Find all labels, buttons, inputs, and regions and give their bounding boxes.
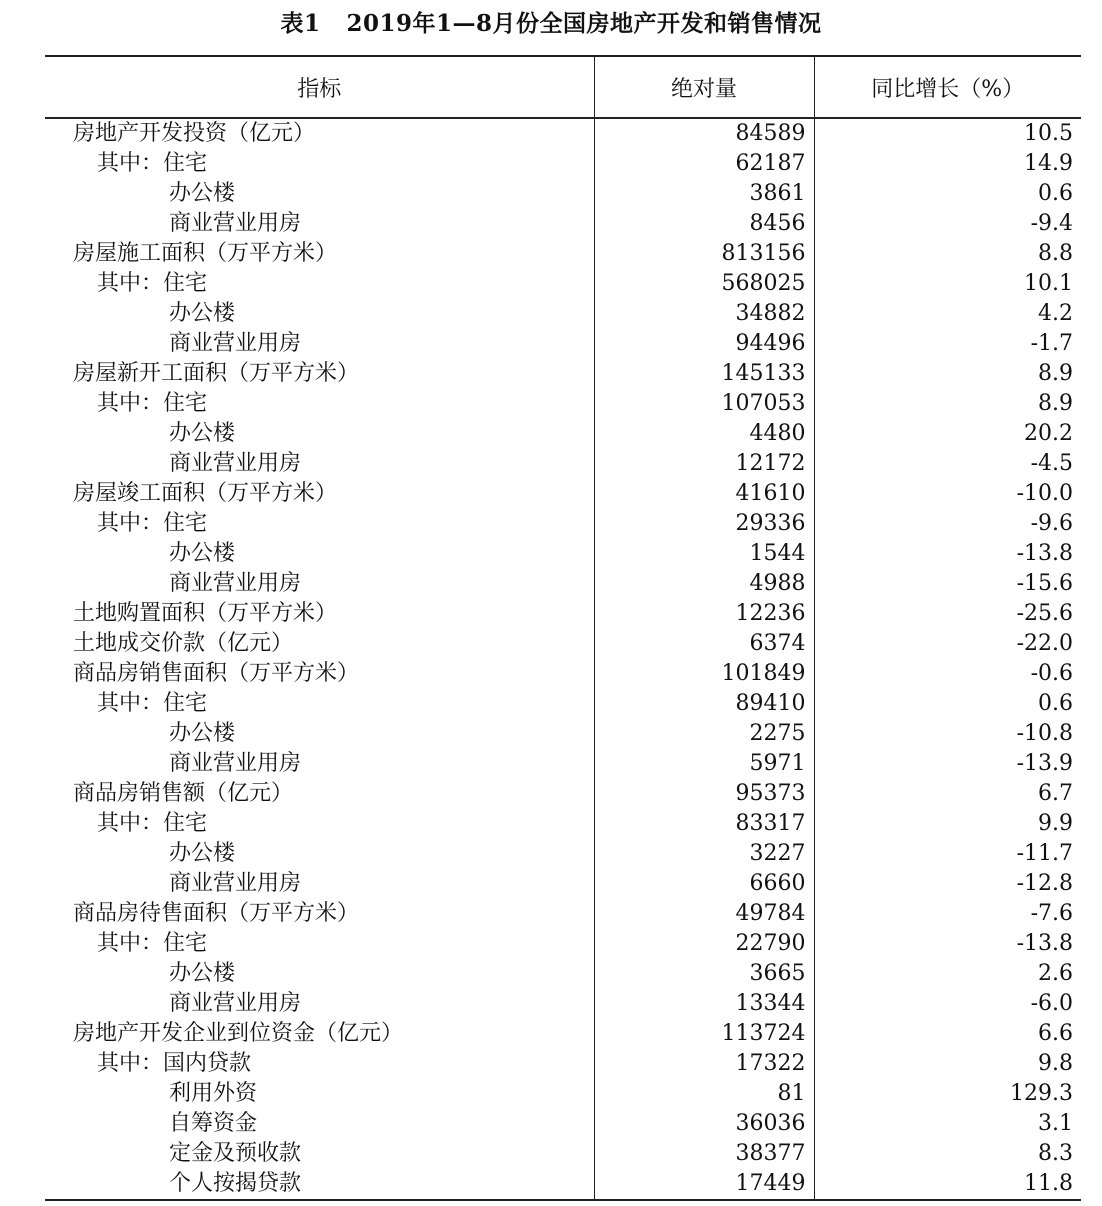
table-row	[45, 539, 1081, 569]
table-row	[45, 779, 1081, 809]
row-growth: -25.6	[814, 599, 1081, 629]
table-row	[45, 989, 1081, 1019]
row-label: 办公楼	[169, 721, 236, 746]
data-table	[45, 55, 1081, 1201]
row-value: 17449	[594, 1169, 814, 1200]
row-growth: -7.6	[814, 899, 1081, 929]
row-value: 1544	[594, 539, 814, 569]
row-label: 办公楼	[169, 541, 236, 566]
row-value: 2275	[594, 719, 814, 749]
row-label: 房地产开发企业到位资金（亿元）	[73, 1021, 404, 1046]
row-growth: -6.0	[814, 989, 1081, 1019]
row-label: 商业营业用房	[169, 751, 302, 776]
table-row	[45, 929, 1081, 959]
row-growth: 3.1	[814, 1109, 1081, 1139]
row-growth: 0.6	[814, 689, 1081, 719]
row-growth: 8.9	[814, 389, 1081, 419]
row-growth: -9.4	[814, 209, 1081, 239]
row-label: 个人按揭贷款	[45, 1169, 594, 1200]
row-growth: -1.7	[814, 329, 1081, 359]
row-growth: -0.6	[814, 659, 1081, 689]
row-growth: -15.6	[814, 569, 1081, 599]
table-row	[45, 479, 1081, 509]
row-growth: -10.0	[814, 479, 1081, 509]
table-row	[45, 509, 1081, 539]
row-growth: -11.7	[814, 839, 1081, 869]
row-label: 其中：住宅	[97, 151, 208, 176]
table-row	[45, 1109, 1081, 1139]
row-value: 813156	[594, 239, 814, 269]
row-value: 101849	[594, 659, 814, 689]
table-row	[45, 239, 1081, 269]
row-value: 4480	[594, 419, 814, 449]
row-value: 95373	[594, 779, 814, 809]
row-growth: -13.8	[814, 929, 1081, 959]
row-value: 83317	[594, 809, 814, 839]
row-value: 38377	[594, 1139, 814, 1169]
row-label: 土地成交价款（亿元）	[73, 631, 294, 656]
row-value: 568025	[594, 269, 814, 299]
row-label: 其中：住宅	[97, 691, 208, 716]
table-row	[45, 599, 1081, 629]
row-value: 89410	[594, 689, 814, 719]
row-growth: 6.6	[814, 1019, 1081, 1049]
row-value: 4988	[594, 569, 814, 599]
row-label: 商业营业用房	[169, 331, 302, 356]
table-caption: 2019年1—8月份全国房地产开发和销售情况	[346, 10, 822, 37]
table-title	[0, 6, 1102, 42]
row-value: 3665	[594, 959, 814, 989]
table-row	[45, 209, 1081, 239]
row-value: 6374	[594, 629, 814, 659]
table-row	[45, 1139, 1081, 1169]
table-row	[45, 1049, 1081, 1079]
row-value: 17322	[594, 1049, 814, 1079]
header-indicator: 指标	[45, 56, 594, 118]
row-label: 利用外资	[169, 1081, 258, 1106]
row-value: 107053	[594, 389, 814, 419]
table-row	[45, 1169, 1081, 1200]
table-row	[45, 118, 1081, 149]
row-value: 5971	[594, 749, 814, 779]
row-growth: -13.9	[814, 749, 1081, 779]
row-value: 145133	[594, 359, 814, 389]
row-value: 41610	[594, 479, 814, 509]
row-label: 土地购置面积（万平方米）	[73, 601, 338, 626]
row-value: 62187	[594, 149, 814, 179]
header-row	[45, 56, 1081, 118]
table-row	[45, 719, 1081, 749]
row-label: 其中：住宅	[97, 391, 208, 416]
row-label: 其中：住宅	[97, 931, 208, 956]
table-row	[45, 269, 1081, 299]
row-label: 商业营业用房	[169, 211, 302, 236]
row-label: 自筹资金	[169, 1111, 258, 1136]
row-label: 其中：住宅	[97, 271, 208, 296]
row-value: 94496	[594, 329, 814, 359]
table-row	[45, 389, 1081, 419]
table-row	[45, 299, 1081, 329]
row-growth: 2.6	[814, 959, 1081, 989]
row-label: 其中：住宅	[97, 511, 208, 536]
row-label: 房屋新开工面积（万平方米）	[73, 361, 360, 386]
row-label: 商业营业用房	[169, 571, 302, 596]
row-label: 商品房待售面积（万平方米）	[73, 901, 360, 926]
row-label: 其中：国内贷款	[97, 1051, 252, 1076]
table-row	[45, 689, 1081, 719]
row-value: 29336	[594, 509, 814, 539]
table-number: 表1	[280, 10, 321, 37]
row-label: 房屋施工面积（万平方米）	[73, 241, 338, 266]
table-header	[45, 56, 1081, 118]
row-growth: -9.6	[814, 509, 1081, 539]
table-row	[45, 419, 1081, 449]
table-body	[45, 118, 1081, 1200]
row-label: 办公楼	[169, 181, 236, 206]
row-growth: -22.0	[814, 629, 1081, 659]
row-growth: 9.9	[814, 809, 1081, 839]
row-label: 办公楼	[169, 301, 236, 326]
row-growth: 129.3	[814, 1079, 1081, 1109]
table-row	[45, 869, 1081, 899]
row-growth: 20.2	[814, 419, 1081, 449]
row-label: 办公楼	[169, 841, 236, 866]
table-row	[45, 839, 1081, 869]
row-growth: 9.8	[814, 1049, 1081, 1079]
table-row	[45, 569, 1081, 599]
row-growth: 10.5	[814, 118, 1081, 149]
row-growth: 11.8	[814, 1169, 1081, 1200]
row-label: 办公楼	[169, 961, 236, 986]
table-row	[45, 809, 1081, 839]
table-row	[45, 899, 1081, 929]
table-row	[45, 449, 1081, 479]
row-growth: -12.8	[814, 869, 1081, 899]
row-value: 84589	[594, 118, 814, 149]
row-value: 113724	[594, 1019, 814, 1049]
row-label: 商业营业用房	[169, 871, 302, 896]
row-growth: 8.3	[814, 1139, 1081, 1169]
table-row	[45, 329, 1081, 359]
row-value: 3227	[594, 839, 814, 869]
row-growth: 4.2	[814, 299, 1081, 329]
row-label: 商业营业用房	[169, 451, 302, 476]
table-row	[45, 1019, 1081, 1049]
row-growth: 6.7	[814, 779, 1081, 809]
row-growth: -4.5	[814, 449, 1081, 479]
row-label: 办公楼	[169, 421, 236, 446]
row-growth: -13.8	[814, 539, 1081, 569]
row-growth: 8.9	[814, 359, 1081, 389]
row-growth: 8.8	[814, 239, 1081, 269]
row-label: 其中：住宅	[97, 811, 208, 836]
row-value: 8456	[594, 209, 814, 239]
row-value: 36036	[594, 1109, 814, 1139]
row-growth: 10.1	[814, 269, 1081, 299]
table-row	[45, 179, 1081, 209]
row-label: 房屋竣工面积（万平方米）	[73, 481, 338, 506]
row-value: 3861	[594, 179, 814, 209]
row-value: 12172	[594, 449, 814, 479]
row-value: 13344	[594, 989, 814, 1019]
row-label: 商业营业用房	[169, 991, 302, 1016]
table-row	[45, 659, 1081, 689]
table-row	[45, 749, 1081, 779]
table-row	[45, 149, 1081, 179]
row-growth: 14.9	[814, 149, 1081, 179]
row-value: 12236	[594, 599, 814, 629]
table-row	[45, 629, 1081, 659]
table-row	[45, 959, 1081, 989]
row-value: 49784	[594, 899, 814, 929]
row-label: 商品房销售额（亿元）	[73, 781, 294, 806]
row-label: 定金及预收款	[169, 1141, 302, 1166]
row-growth: 0.6	[814, 179, 1081, 209]
row-growth: -10.8	[814, 719, 1081, 749]
table-row	[45, 359, 1081, 389]
row-value: 22790	[594, 929, 814, 959]
row-value: 81	[594, 1079, 814, 1109]
row-value: 34882	[594, 299, 814, 329]
row-label: 商品房销售面积（万平方米）	[73, 661, 360, 686]
header-yoy-growth: 同比增长（%）	[814, 56, 1081, 118]
table-row	[45, 1079, 1081, 1109]
row-label: 房地产开发投资（亿元）	[73, 121, 316, 146]
row-value: 6660	[594, 869, 814, 899]
header-absolute-value: 绝对量	[594, 56, 814, 118]
